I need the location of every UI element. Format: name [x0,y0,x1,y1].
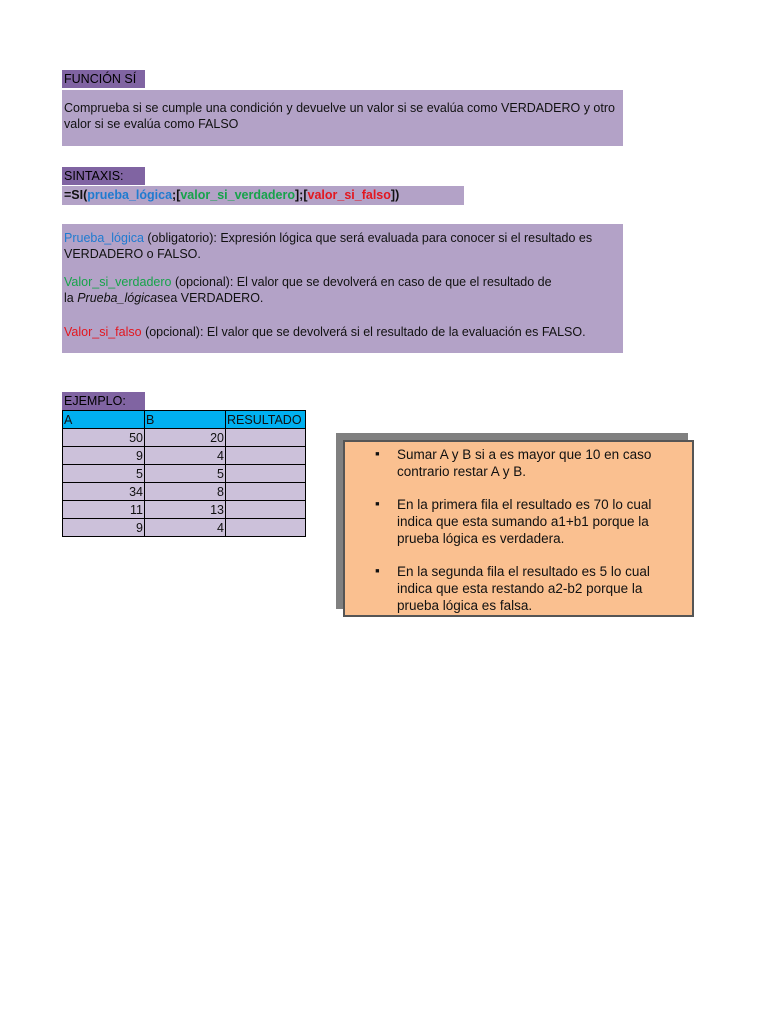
cell-b[interactable]: 4 [145,447,226,465]
funcion-description: Comprueba si se cumple una condición y devuelve un valor si se evalúa como VERDADERO y otro valor si se evalúa como FALSO [64,101,615,131]
cell-resultado[interactable] [226,447,306,465]
note-item [375,446,682,480]
cell-resultado[interactable] [226,429,306,447]
formula-arg-prueba: prueba_lógica [87,188,173,202]
example-table [62,410,306,537]
table-row [63,483,306,501]
param-falso [64,324,617,340]
bullet-icon: ▪ [375,496,380,511]
cell-a[interactable]: 9 [63,519,145,537]
header-resultado: RESULTADO [226,411,306,429]
note-text: En la primera fila el resultado es 70 lo cual indica que esta sumando a1+b1 porque la prueba lógica es verdadera. [397,497,652,546]
cell-resultado[interactable] [226,465,306,483]
bullet-icon: ▪ [375,563,380,578]
cell-a[interactable]: 5 [63,465,145,483]
note-item [375,496,682,547]
note-item [375,563,682,614]
param-verdadero [64,274,617,306]
bullet-icon: ▪ [375,446,380,461]
table-row [63,429,306,447]
cell-b[interactable]: 20 [145,429,226,447]
param-prueba-name: Prueba_lógica [64,231,144,245]
cell-a[interactable]: 50 [63,429,145,447]
cell-a[interactable]: 11 [63,501,145,519]
cell-resultado[interactable] [226,519,306,537]
param-verdadero-name: Valor_si_verdadero [64,275,172,289]
param-verdadero-text: (opcional): El valor que se devolverá en caso de que el resultado de [171,275,552,289]
param-verdadero-italic: Prueba_lógica [77,291,158,305]
header-a: A [63,411,145,429]
param-verdadero-text-b: la [64,291,78,305]
formula-sep2: ];[ [295,188,308,202]
note-text: Sumar A y B si a es mayor que 10 en caso contrario restar A y B. [397,447,652,479]
cell-resultado[interactable] [226,483,306,501]
note-list [345,442,692,614]
formula-arg-falso: valor_si_falso [307,188,391,202]
param-prueba [64,230,617,262]
table-header-row [63,411,306,429]
cell-resultado[interactable] [226,501,306,519]
ejemplo-title: EJEMPLO: [62,392,145,410]
cell-a[interactable]: 9 [63,447,145,465]
table-row [63,447,306,465]
cell-b[interactable]: 8 [145,483,226,501]
param-prueba-text: (obligatorio): Expresión lógica que será evaluada para conocer si el resultado es VERDADERO o FALSO. [64,231,593,261]
table-row [63,519,306,537]
sintaxis-formula [62,186,464,205]
param-falso-text: (opcional): El valor que se devolverá si el resultado de la evaluación es FALSO. [141,325,586,339]
formula-prefix: =SI( [64,188,88,202]
cell-b[interactable]: 5 [145,465,226,483]
param-verdadero-text-c: sea VERDADERO. [157,291,264,305]
table-row [63,501,306,519]
formula-suffix: ]) [390,188,400,202]
cell-a[interactable]: 34 [63,483,145,501]
cell-b[interactable]: 13 [145,501,226,519]
note-text: En la segunda fila el resultado es 5 lo cual indica que esta restando a2-b2 porque la prueba lógica es falsa. [397,564,650,613]
formula-arg-verdadero: valor_si_verdadero [180,188,296,202]
formula-sep1: ;[ [172,188,181,202]
params-box [62,224,623,353]
sintaxis-title: SINTAXIS: [62,167,145,185]
header-b: B [145,411,226,429]
funcion-description-box [62,90,623,146]
table-row [63,465,306,483]
note-box [343,440,694,617]
cell-b[interactable]: 4 [145,519,226,537]
param-falso-name: Valor_si_falso [64,325,142,339]
funcion-title: FUNCIÓN SÍ [62,70,145,88]
